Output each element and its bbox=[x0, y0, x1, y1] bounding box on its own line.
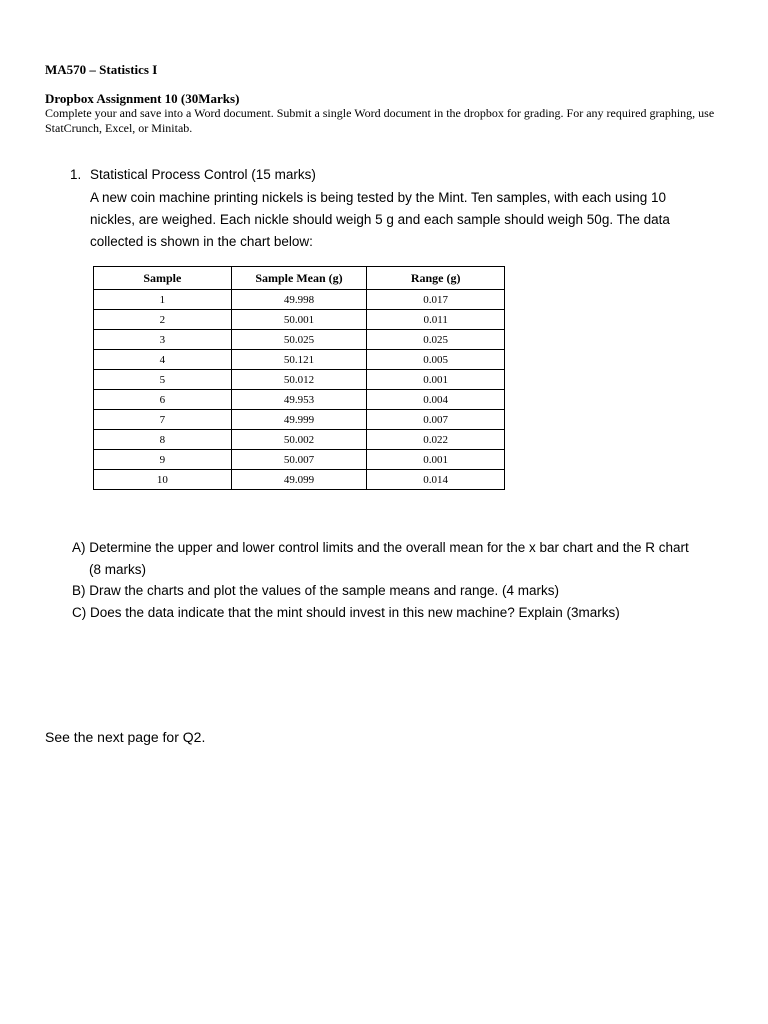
instructions: Complete your and save into a Word document. Submit a single Word document in the dropbox for grading. For any required graphing, use StatCrunch, Excel, or Minitab. bbox=[45, 106, 715, 135]
part-c bbox=[72, 602, 752, 624]
cell-range: 0.014 bbox=[367, 470, 505, 490]
header-sample-mean: Sample Mean (g) bbox=[231, 267, 367, 290]
cell-sample-mean: 49.998 bbox=[231, 290, 367, 310]
cell-sample-mean: 50.025 bbox=[231, 330, 367, 350]
cell-range: 0.004 bbox=[367, 390, 505, 410]
cell-sample-mean: 49.953 bbox=[231, 390, 367, 410]
sample-data-table bbox=[93, 266, 505, 490]
cell-sample: 3 bbox=[94, 330, 232, 350]
cell-sample: 2 bbox=[94, 310, 232, 330]
cell-sample: 1 bbox=[94, 290, 232, 310]
cell-sample: 6 bbox=[94, 390, 232, 410]
question-intro: A new coin machine printing nickels is being tested by the Mint. Ten samples, with each using 10 nickles, are weighed. Each nickle should weigh 5 g and each sample should weigh 50g. The data collected is shown in the chart below: bbox=[90, 190, 670, 249]
cell-range: 0.025 bbox=[367, 330, 505, 350]
cell-range: 0.011 bbox=[367, 310, 505, 330]
header-sample: Sample bbox=[94, 267, 232, 290]
table-header-row bbox=[94, 267, 505, 290]
table-row bbox=[94, 390, 505, 410]
table-row bbox=[94, 450, 505, 470]
table-row bbox=[94, 370, 505, 390]
table-row bbox=[94, 410, 505, 430]
cell-sample-mean: 49.099 bbox=[231, 470, 367, 490]
part-c-line1: C) Does the data indicate that the mint should invest in this new machine? Explain (3marks) bbox=[72, 604, 620, 620]
cell-range: 0.001 bbox=[367, 370, 505, 390]
part-b bbox=[72, 580, 752, 602]
cell-sample: 7 bbox=[94, 410, 232, 430]
table-row bbox=[94, 470, 505, 490]
table-row bbox=[94, 430, 505, 450]
part-b-line1: B) Draw the charts and plot the values of the sample means and range. (4 marks) bbox=[72, 583, 559, 598]
cell-range: 0.007 bbox=[367, 410, 505, 430]
cell-sample-mean: 50.007 bbox=[231, 450, 367, 470]
question-1 bbox=[70, 165, 710, 253]
cell-sample: 8 bbox=[94, 430, 232, 450]
table-row bbox=[94, 310, 505, 330]
cell-sample-mean: 50.002 bbox=[231, 430, 367, 450]
course-title: MA570 – Statistics I bbox=[45, 62, 158, 77]
part-a-line2: (8 marks) bbox=[89, 561, 146, 577]
table-row bbox=[94, 290, 505, 310]
cell-sample-mean: 50.012 bbox=[231, 370, 367, 390]
question-1-heading bbox=[70, 165, 710, 185]
footer-note: See the next page for Q2. bbox=[45, 729, 206, 745]
table-row bbox=[94, 350, 505, 370]
header-range: Range (g) bbox=[367, 267, 505, 290]
part-a-line1: A) Determine the upper and lower control limits and the overall mean for the x bar chart and the R chart bbox=[72, 540, 689, 555]
cell-sample: 5 bbox=[94, 370, 232, 390]
question-parts bbox=[72, 537, 752, 623]
question-title: Statistical Process Control (15 marks) bbox=[90, 167, 316, 182]
assignment-title: Dropbox Assignment 10 (30Marks) bbox=[45, 91, 240, 106]
cell-sample-mean: 50.121 bbox=[231, 350, 367, 370]
cell-range: 0.017 bbox=[367, 290, 505, 310]
table-row bbox=[94, 330, 505, 350]
question-number: 1. bbox=[70, 167, 82, 182]
cell-sample-mean: 49.999 bbox=[231, 410, 367, 430]
cell-range: 0.022 bbox=[367, 430, 505, 450]
cell-sample-mean: 50.001 bbox=[231, 310, 367, 330]
cell-range: 0.001 bbox=[367, 450, 505, 470]
cell-range: 0.005 bbox=[367, 350, 505, 370]
cell-sample: 10 bbox=[94, 470, 232, 490]
cell-sample: 9 bbox=[94, 450, 232, 470]
cell-sample: 4 bbox=[94, 350, 232, 370]
part-a bbox=[72, 537, 752, 580]
